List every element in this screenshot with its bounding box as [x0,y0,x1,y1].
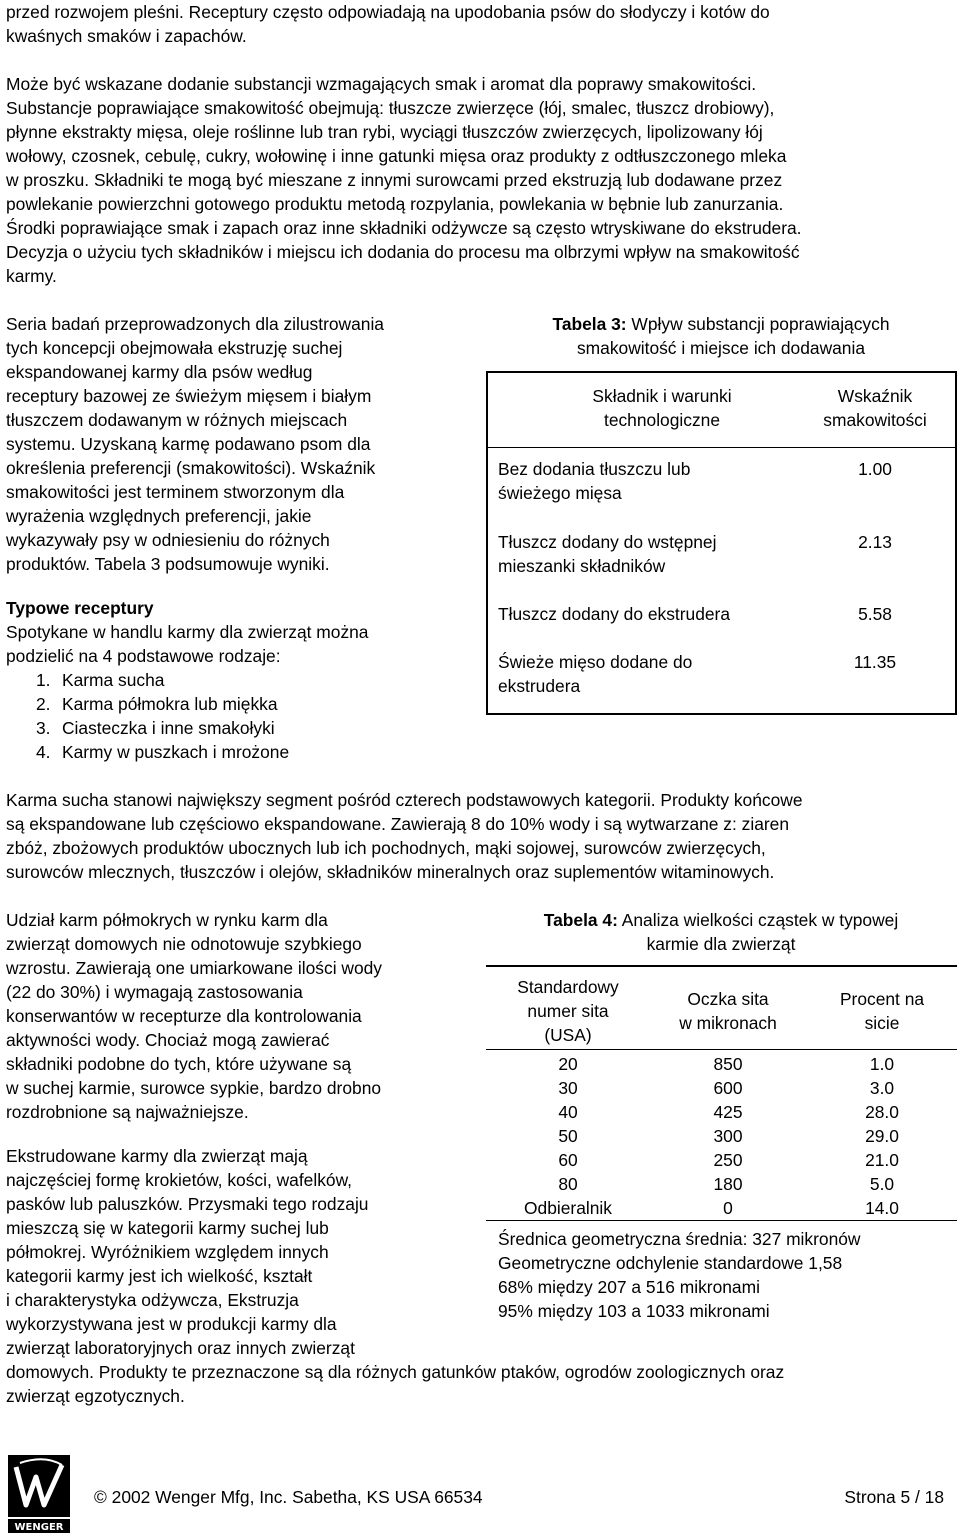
table-cell: Świeże mięso dodane do [498,652,693,672]
body-text-line: i charakterystyka odżywcza, Ekstruzja [6,1290,299,1310]
table4-header-line: Procent na [839,989,925,1009]
table-cell: 0 [723,1198,733,1218]
page-number: Strona 5 / 18 [844,1487,944,1507]
body-text-line: określenia preferencji (smakowitości). Wskaźnik [6,458,376,478]
table4-note: 68% między 207 a 516 mikronami [498,1277,760,1297]
table-cell: mieszanki składników [498,556,666,576]
table-cell: 11.35 [853,652,897,672]
table-cell: świeżego mięsa [498,483,622,503]
body-text-line: tych koncepcji obejmowała ekstruzję suchej [6,338,343,358]
table-cell: 21.0 [865,1150,899,1170]
body-text-line: smakowitości jest terminem stworzonym dla [6,482,345,502]
table-cell: 14.0 [865,1198,899,1218]
list-item-number: 2. [36,694,51,714]
table-cell: 5.0 [869,1174,895,1194]
table3-caption-text: Wpływ substancji poprawiających [626,314,890,334]
table-cell: Tłuszcz dodany do ekstrudera [498,604,730,624]
table-cell: 1.00 [858,459,892,479]
table3-header-line: technologiczne [603,410,721,430]
wenger-logo [8,1455,70,1533]
table4-header-mesh [648,987,808,1035]
table3-caption-line2: smakowitość i miejsce ich dodawania [576,338,866,358]
table4-header-rule [486,1049,957,1050]
body-text-line: powlekanie powierzchni gotowego produktu metodą rozpylania, powlekania w bębnie lub zanurzania. [6,194,784,214]
table4-note: Średnica geometryczna średnia: 327 mikronów [498,1229,861,1249]
body-text-line: pasków lub paluszków. Przysmaki tego rodzaju [6,1194,369,1214]
table3-header-index [800,384,950,432]
body-text-line: Spotykane w handlu karmy dla zwierząt można [6,622,369,642]
table-cell: 40 [558,1102,578,1122]
body-text-line: tłuszczem dodawanym w różnych miejscach [6,410,348,430]
body-text-line: (22 do 30%) i wymagają zastosowania [6,982,303,1002]
table-cell: Tłuszcz dodany do wstępnej [498,532,717,552]
body-text-line: zwierząt laboratoryjnych oraz innych zwierząt [6,1338,355,1358]
table-row [498,602,730,626]
body-text-line: receptury bazowej ze świeżym mięsem i białym [6,386,372,406]
list-item-number: 3. [36,718,51,738]
table-row [498,650,692,698]
body-text-line: w suchej karmie, surowce sypkie, bardzo drobno [6,1078,382,1098]
table4-header-line: w mikronach [679,1013,777,1033]
body-text-line: aktywności wody. Chociaż mogą zawierać [6,1030,330,1050]
body-text-line: Karma sucha stanowi największy segment pośród czterech podstawowych kategorii. Produkty końcowe [6,790,803,810]
list-item: Karmy w puszkach i mrożone [62,742,290,762]
table-cell: 2.13 [858,532,892,552]
section-heading: Typowe receptury [6,598,154,618]
body-text-line: wzrostu. Zawierają one umiarkowane ilości wody [6,958,382,978]
table3-header-rule [486,447,957,448]
table-cell: 180 [713,1174,743,1194]
body-text-line: konserwantów w recepturze dla kontrolowania [6,1006,362,1026]
table4-caption-label: Tabela 4: [543,910,618,930]
table-cell: 29.0 [865,1126,899,1146]
body-text-line: są ekspandowane lub częściowo ekspandowane. Zawierają 8 do 10% wody i są wytwarzane z: ziaren [6,814,790,834]
body-text-line: przed rozwojem pleśni. Receptury często odpowiadają na upodobania psów do słodyczy i kotów do [6,2,770,22]
table-cell: Odbieralnik [524,1198,612,1218]
table4-notes-rule [486,1220,957,1221]
footer-copyright: © 2002 Wenger Mfg, Inc. Sabetha, KS USA 66534 [94,1487,483,1507]
table4-header-sieve-number [488,975,648,1047]
table4-caption-text: Analiza wielkości cząstek w typowej [617,910,899,930]
body-text-line: kategorii karmy jest ich wielkość, kształt [6,1266,313,1286]
table-cell: 425 [713,1102,743,1122]
body-text-line: Ekstrudowane karmy dla zwierząt mają [6,1146,308,1166]
body-text-line: wykorzystywana jest w produkcji karmy dla [6,1314,337,1334]
list-item: Ciasteczka i inne smakołyki [62,718,275,738]
table-row [498,457,690,505]
body-text-line: wykazywały psy w odniesieniu do różnych [6,530,330,550]
table-cell: 5.58 [858,604,892,624]
table-cell: 50 [558,1126,578,1146]
body-text-line: Substancje poprawiające smakowitość obejmują: tłuszcze zwierzęce (łój, smalec, tłuszcz drobiowy), [6,98,775,118]
table-cell: 80 [558,1174,578,1194]
list-item-number: 1. [36,670,51,690]
table-cell: 600 [713,1078,743,1098]
list-item: Karma sucha [62,670,165,690]
list-item-number: 4. [36,742,51,762]
table4-top-rule [486,965,957,967]
table4-caption-line2: karmie dla zwierząt [646,934,796,954]
body-text-line: zwierząt domowych nie odnotowuje szybkiego [6,934,362,954]
body-text-line: surowców mlecznych, tłuszczów i olejów, składników mineralnych oraz suplementów witaminowych. [6,862,775,882]
body-text-line: Udział karm półmokrych w rynku karm dla [6,910,328,930]
table4-header-percent [808,987,956,1035]
body-text-line: zbóż, zbożowych produktów ubocznych lub ich pochodnych, mąki sojowej, surowców zwierzęcych, [6,838,766,858]
table-cell: 30 [558,1078,578,1098]
table3-header-line: Składnik i warunki [592,386,732,406]
logo-text: WENGER [14,1522,64,1533]
body-text-line: wołowy, czosnek, cebulę, cukry, wołowinę i inne gatunki mięsa oraz produkty z odtłuszczonego mleka [6,146,787,166]
table3-header-ingredient [488,384,836,432]
table4-header-line: Standardowy [517,977,619,997]
table-cell: 1.0 [869,1054,895,1074]
table3-header-line: smakowitości [823,410,927,430]
table-cell: ekstrudera [498,676,581,696]
table3-header-line: Wskaźnik [837,386,913,406]
body-text-line: Może być wskazane dodanie substancji wzmagających smak i aromat dla poprawy smakowitości. [6,74,757,94]
table3-caption-label: Tabela 3: [552,314,627,334]
body-text-line: Decyzja o użyciu tych składników i miejscu ich dodania do procesu ma olbrzymi wpływ na smakowitość [6,242,800,262]
body-text-line: systemu. Uzyskaną karmę podawano psom dla [6,434,371,454]
table-cell: 3.0 [869,1078,895,1098]
table-cell: 300 [713,1126,743,1146]
table-cell: 60 [558,1150,578,1170]
table4-header-line: Oczka sita [687,989,769,1009]
body-text-line: półmokrej. Wyróżnikiem względem innych [6,1242,329,1262]
list-item: Karma półmokra lub miękka [62,694,278,714]
table-cell: Bez dodania tłuszczu lub [498,459,691,479]
table4-note: Geometryczne odchylenie standardowe 1,58 [498,1253,843,1273]
body-text-line: mieszczą się w kategorii karmy suchej lub [6,1218,329,1238]
body-text-line: wyrażenia względnych preferencji, jakie [6,506,312,526]
body-text-line: domowych. Produkty te przeznaczone są dla różnych gatunków ptaków, ogrodów zoologicznych oraz [6,1362,785,1382]
table4-header-line: numer sita [527,1001,609,1021]
table-row [498,530,716,578]
table-cell: 28.0 [865,1102,899,1122]
body-text-line: kwaśnych smaków i zapachów. [6,26,247,46]
body-text-line: Seria badań przeprowadzonych dla zilustrowania [6,314,384,334]
body-text-line: najczęściej formę krokietów, kości, wafelków, [6,1170,353,1190]
table-cell: 250 [713,1150,743,1170]
table-cell: 20 [558,1054,578,1074]
body-text-line: podzielić na 4 podstawowe rodzaje: [6,646,281,666]
table3-caption [486,312,956,336]
body-text-line: Środki poprawiające smak i zapach oraz inne składniki odżywcze są często wtryskiwane do ekstrudera. [6,218,802,238]
table4-note: 95% między 103 a 1033 mikronami [498,1301,770,1321]
body-text-line: składniki podobne do tych, które używane są [6,1054,352,1074]
body-text-line: płynne ekstrakty mięsa, oleje roślinne lub tran rybi, wyciągi tłuszczów zwierzęcych, lipolizowany łój [6,122,763,142]
body-text-line: zwierząt egzotycznych. [6,1386,185,1406]
body-text-line: w proszku. Składniki te mogą być mieszane z innymi surowcami przed ekstruzją lub dodawane przez [6,170,783,190]
table4-caption [486,908,956,932]
body-text-line: rozdrobnione są najważniejsze. [6,1102,249,1122]
table4-header-line: (USA) [544,1025,592,1045]
table-cell: 850 [713,1054,743,1074]
body-text-line: karmy. [6,266,57,286]
table4-header-line: sicie [864,1013,900,1033]
body-text-line: produktów. Tabela 3 podsumowuje wyniki. [6,554,330,574]
body-text-line: ekspandowanej karmy dla psów według [6,362,313,382]
